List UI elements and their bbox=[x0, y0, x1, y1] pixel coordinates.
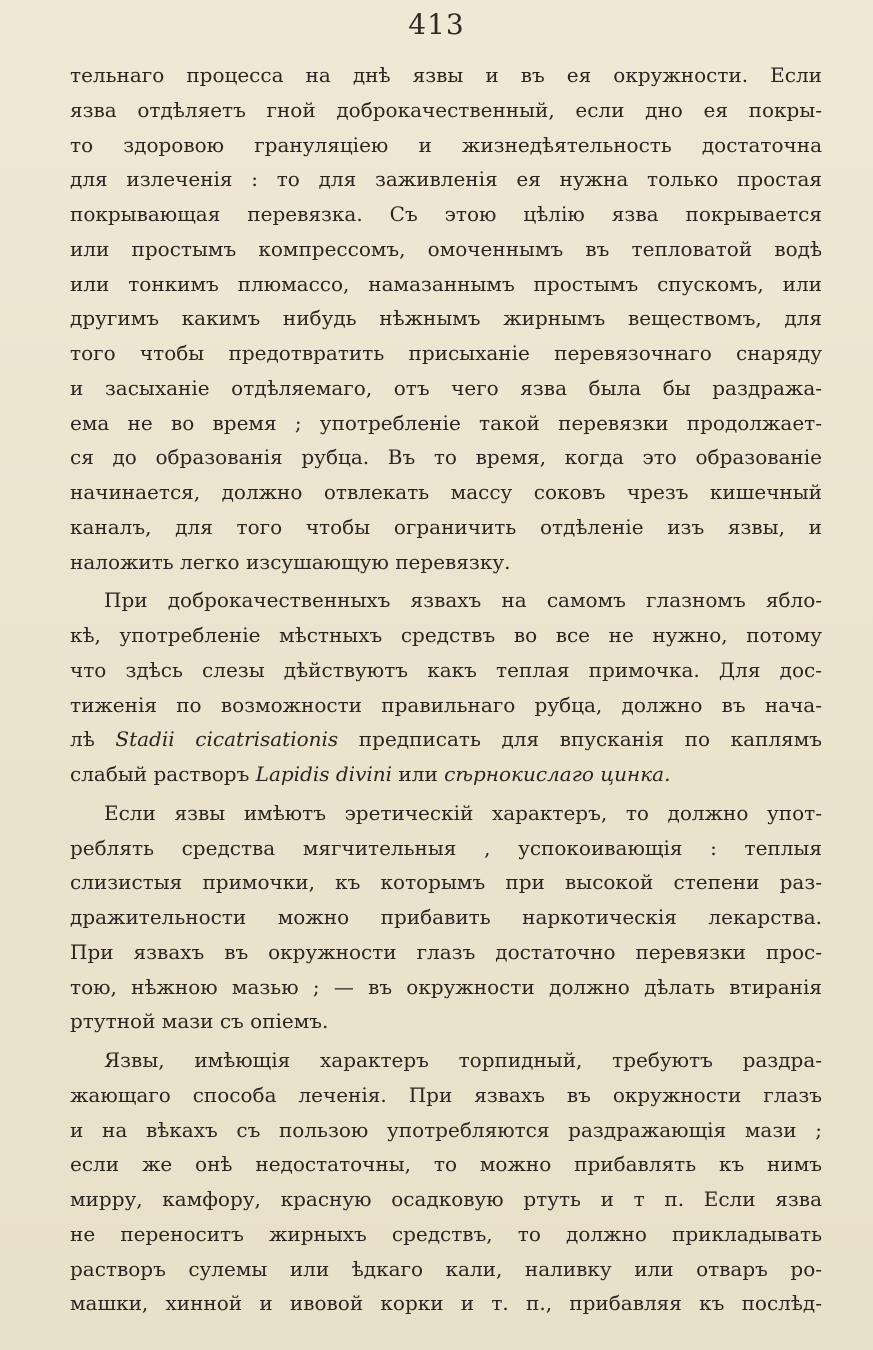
text-line: и засыханіе отдѣляемаго, отъ чего язва была бы раздража- bbox=[70, 375, 822, 400]
text-line: если же онѣ недостаточны, то можно прибавлять къ нимъ bbox=[70, 1152, 822, 1177]
text-line: или простымъ компрессомъ, омоченнымъ въ тепловатой водѣ bbox=[70, 236, 822, 261]
text-line: покрывающая перевязка. Съ этою цѣлію язва покрывается bbox=[70, 202, 822, 226]
text-line: каналъ, для того чтобы ограничить отдѣленіе изъ язвы, и bbox=[70, 514, 822, 539]
text-line: машки, хинной и ивовой корки и т. п., прибавляя къ послѣд- bbox=[70, 1291, 822, 1316]
text-line: ема не во время ; употребленіе такой перевязки продолжает- bbox=[70, 410, 822, 435]
text-line: слабый растворъ Lapidis divini или сѣрнокислаго цинка. bbox=[70, 762, 671, 786]
text-line: лѣ Stadii cicatrisationis предписать для впусканія по каплямъ bbox=[70, 727, 822, 752]
text-line: язва отдѣляетъ гной доброкачественный, если дно ея покры- bbox=[70, 97, 822, 122]
text-line: начинается, должно отвлекать массу соковъ чрезъ кишечный bbox=[70, 480, 822, 504]
text-line: другимъ какимъ нибудь нѣжнымъ жирнымъ веществомъ, для bbox=[70, 306, 822, 331]
text-line: реблять средства мягчительныя , успокоивающія : теплыя bbox=[70, 835, 822, 860]
page-number: 413 bbox=[408, 8, 465, 41]
text-line: или тонкимъ плюмассо, намазаннымъ простымъ спускомъ, или bbox=[70, 271, 822, 296]
text-line: что здѣсь слезы дѣйствуютъ какъ теплая примочка. Для дос- bbox=[70, 657, 822, 682]
text-line: тиженія по возможности правильнаго рубца, должно въ нача- bbox=[70, 692, 822, 717]
text-line: жающаго способа леченія. При язвахъ въ окружности глазъ bbox=[70, 1082, 822, 1107]
text-line: ртутной мази съ опіемъ. bbox=[70, 1009, 329, 1034]
text-line: и на вѣкахъ съ пользою употребляются раздражающія мази ; bbox=[70, 1117, 822, 1142]
text-line: для излеченія : то для заживленія ея нужна только простая bbox=[70, 167, 822, 192]
text-line: того чтобы предотвратить присыханіе перевязочнаго снаряду bbox=[70, 341, 822, 365]
text-line: тельнаго процесса на днѣ язвы и въ ея окружности. Если bbox=[70, 63, 822, 87]
text-line: Язвы, имѣющія характеръ торпидный, требуютъ раздра- bbox=[104, 1048, 822, 1072]
text-line: дражительности можно прибавить наркотическія лекарства. bbox=[70, 905, 822, 929]
text-line: мирру, камфору, красную осадковую ртуть и т п. Если язва bbox=[70, 1187, 822, 1211]
text-line: растворъ сулемы или ѣдкаго кали, наливку или отваръ ро- bbox=[70, 1256, 822, 1281]
text-line: то здоровою грануляціею и жизнедѣятельность достаточна bbox=[70, 132, 822, 157]
text-line: При язвахъ въ окружности глазъ достаточно перевязки прос- bbox=[70, 939, 822, 964]
text-line: наложить легко изсушающую перевязку. bbox=[70, 549, 511, 574]
text-line: ся до образованія рубца. Въ то время, когда это образованіе bbox=[70, 445, 822, 470]
text-line: не переноситъ жирныхъ средствъ, то должно прикладывать bbox=[70, 1221, 822, 1246]
italic-term: сѣрнокислаго цинка. bbox=[444, 762, 671, 786]
text-line: слизистыя примочки, къ которымъ при высокой степени раз- bbox=[70, 870, 822, 895]
italic-term: Lapidis divini bbox=[255, 762, 393, 786]
italic-term: Stadii cicatrisationis bbox=[115, 727, 339, 752]
body-text bbox=[70, 58, 822, 1321]
text-line: тою, нѣжною мазью ; — въ окружности должно дѣлать втиранія bbox=[70, 974, 822, 999]
text-line: кѣ, употребленіе мѣстныхъ средствъ во все не нужно, потому bbox=[70, 623, 822, 647]
text-line: Если язвы имѣютъ эретическій характеръ, то должно упот- bbox=[104, 800, 822, 825]
text-line: При доброкачественныхъ язвахъ на самомъ глазномъ ябло- bbox=[104, 588, 822, 613]
